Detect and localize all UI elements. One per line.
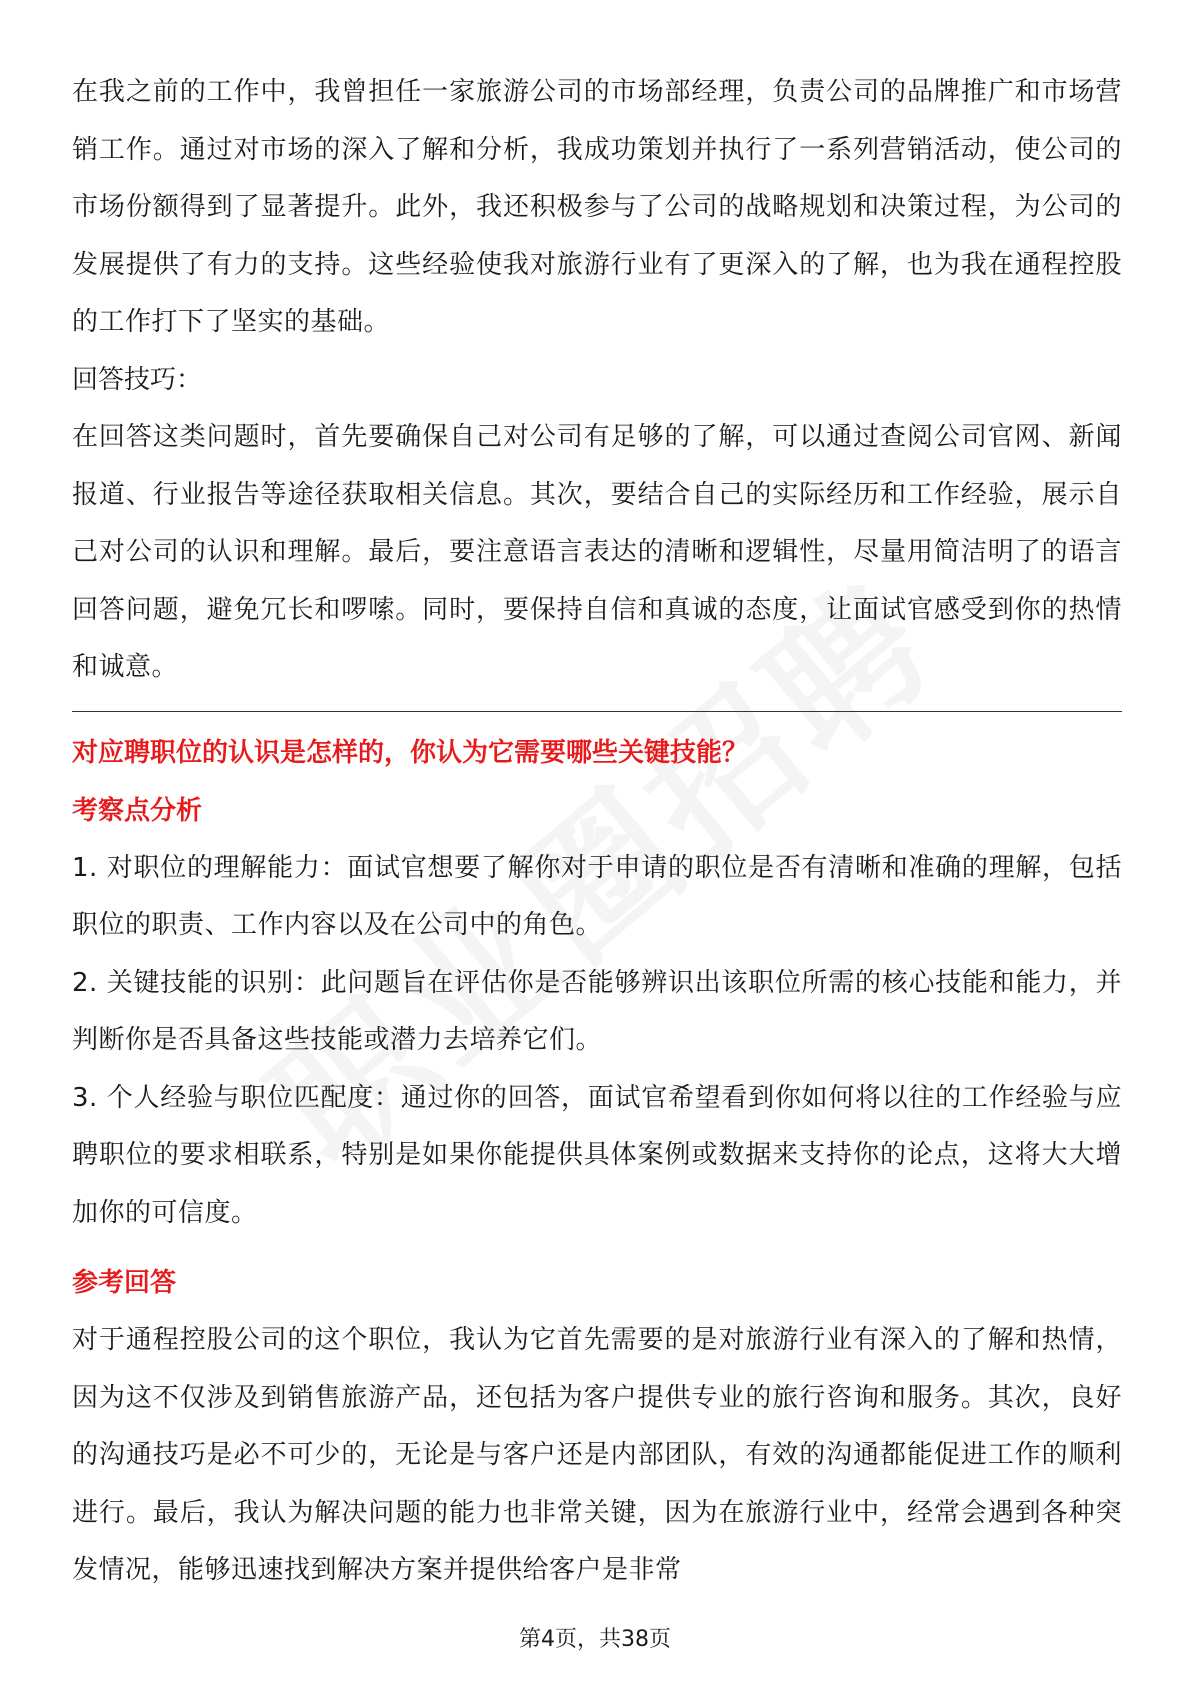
section-divider [72, 711, 1122, 712]
tips-label: 回答技巧： [72, 364, 203, 395]
analysis-point-3: 3. 个人经验与职位匹配度：通过你的回答，面试官希望看到你如何将以往的工作经验与应聘职位的要求相联系，特别是如果你能提供具体案例或数据来支持你的论点，这将大大增加你的可信度。 [72, 1082, 1122, 1228]
tips-paragraph: 在回答这类问题时，首先要确保自己对公司有足够的了解，可以通过查阅公司官网、新闻报道、行业报告等途径获取相关信息。其次，要结合自己的实际经历和工作经验，展示自己对公司的认识和理解。最后，要注意语言表达的清晰和逻辑性，尽量用简洁明了的语言回答问题，避免冗长和啰嗦。同时，要保持自信和真诚的态度，让面试官感受到你的热情和诚意。 [72, 422, 1122, 682]
answer-heading: 参考回答 [72, 1268, 177, 1298]
question-title: 对应聘职位的认识是怎样的，你认为它需要哪些关键技能？ [72, 737, 749, 768]
analysis-point-1: 1. 对职位的理解能力：面试官想要了解你对于申请的职位是否有清晰和准确的理解，包括职位的职责、工作内容以及在公司中的角色。 [72, 852, 1122, 940]
intro-paragraph: 在我之前的工作中，我曾担任一家旅游公司的市场部经理，负责公司的品牌推广和市场营销工作。通过对市场的深入了解和分析，我成功策划并执行了一系列营销活动，使公司的市场份额得到了显著提升。此外，我还积极参与了公司的战略规划和决策过程，为公司的发展提供了有力的支持。这些经验使我对旅游行业有了更深入的了解，也为我在通程控股的工作打下了坚实的基础。 [72, 77, 1122, 337]
answer-paragraph: 对于通程控股公司的这个职位，我认为它首先需要的是对旅游行业有深入的了解和热情，因为这不仅涉及到销售旅游产品，还包括为客户提供专业的旅行咨询和服务。其次，良好的沟通技巧是必不可少的，无论是与客户还是内部团队，有效的沟通都能促进工作的顺利进行。最后，我认为解决问题的能力也非常关键，因为在旅游行业中，经常会遇到各种突发情况，能够迅速找到解决方案并提供给客户是非常 [72, 1325, 1122, 1585]
analysis-heading: 考察点分析 [72, 795, 203, 826]
analysis-point-2: 2. 关键技能的识别：此问题旨在评估你是否能够辨识出该职位所需的核心技能和能力，并判断你是否具备这些技能或潜力去培养它们。 [72, 967, 1122, 1055]
page-number: 第4页，共38页 [519, 1627, 671, 1652]
document-page [72, 64, 1122, 1600]
